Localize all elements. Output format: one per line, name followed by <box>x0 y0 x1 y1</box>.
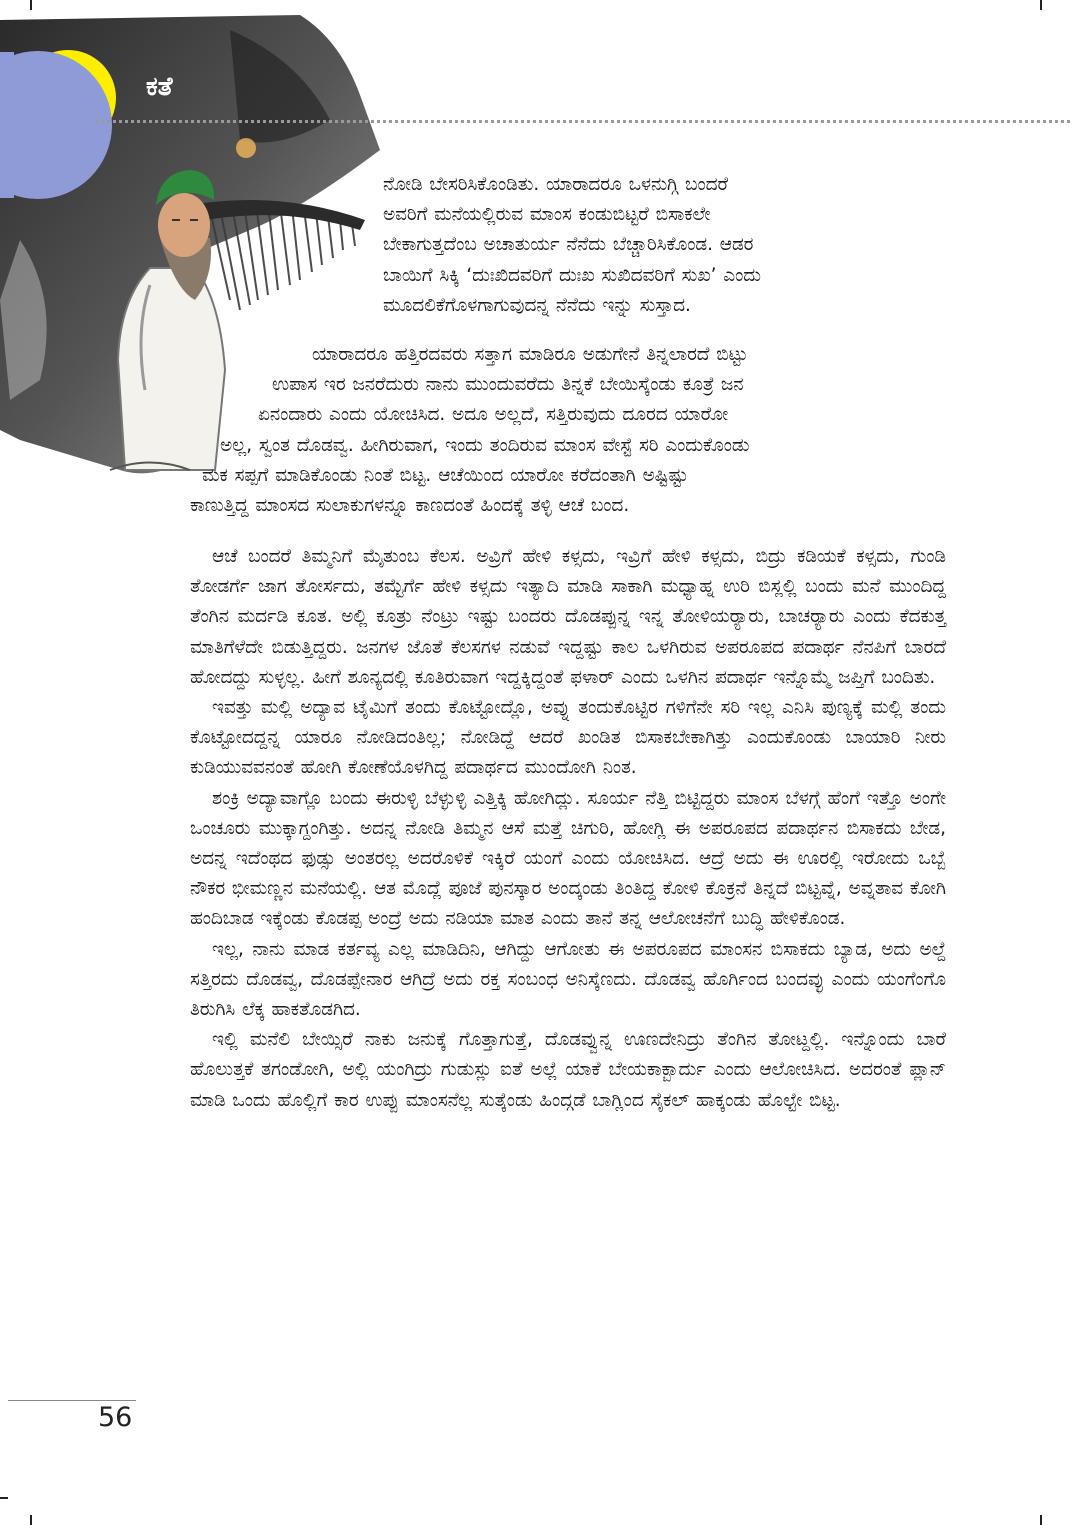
intro-line: ಅವರಿಗೆ ಮನೆಯಲ್ಲಿರುವ ಮಾಂಸ ಕಂಡುಬಿಟ್ಟರೆ ಬಿಸಾಕಲೇ <box>383 204 711 226</box>
intro-line: ಬಾಯಿಗೆ ಸಿಕ್ಕಿ ‘ದುಃಖಿದವರಿಗೆ ದುಃಖ ಸುಖಿದವರಿಗೆ ಸುಖ’ ಎಂದು <box>383 264 761 286</box>
crop-mark-top-right <box>1040 0 1042 10</box>
page-number: 56 <box>98 1402 133 1433</box>
intro-paragraph <box>383 170 946 321</box>
crop-mark-left-mid <box>0 1497 8 1499</box>
para2-line: ಕಾಣುತ್ತಿದ್ದ ಮಾಂಸದ ಸುಲಾಕುಗಳನ್ನೂ ಕಾಣದಂತೆ ಹಿಂದಕ್ಕೆ ತಳ್ಳಿ ಆಚೆ ಬಂದ. <box>190 495 630 517</box>
moon-icon <box>236 138 256 158</box>
para2-line: ಯಾರಾದರೂ ಹತ್ತಿರದವರು ಸತ್ತಾಗ ಮಾಡಿರೂ ಅಡುಗೇನೆ ತಿನ್ನಲಾರದೆ ಬಿಟ್ಟು <box>312 344 748 365</box>
para2-line: ಮಕ ಸಪ್ಪಗೆ ಮಾಡಿಕೊಂಡು ನಿಂತೆ ಬಿಟ್ಟ. ಆಚೆಯಿಂದ ಯಾರೋ ಕರೆದಂತಾಗಿ ಅಷ್ಟಿಷ್ಟು <box>202 464 689 486</box>
crop-mark-bottom-left <box>30 1515 32 1525</box>
dotted-divider <box>95 120 1070 123</box>
page-number-rule <box>8 1400 136 1401</box>
body-paragraph: ಇಲ್ಲ, ನಾನು ಮಾಡ ಕರ್ತವ್ಯ ಎಲ್ಲ ಮಾಡಿದಿನಿ, ಆಗಿದ್ದು ಆಗೋತು ಈ ಅಪರೂಪದ ಮಾಂಸನ ಬಿಸಾಕದು ಬ್ಯಾಡ, ಅದು ಅಲ್ದೆ ಸತ್ತಿರದು ದೊಡವ್ವ, ದೊಡಪ್ಪೇನಾರ ಆಗಿದ್ರೆ ಅದು ರಕ್ತ ಸಂಬಂಧ ಅನಿಸ್ಕೆಣದು. ದೊಡವ್ವ ಹೊರ್ಗಿಂದ ಬಂದವ್ಳು ಎಂದು ಯಂಗೆಂಗೊ ತಿರುಗಿಸಿ ಲೆಕ್ಕ ಹಾಕತೊಡಗಿದ. <box>190 938 946 1021</box>
body-paragraph: ಶಂಕ್ರಿ ಅದ್ಯಾವಾಗ್ಲೊ ಬಂದು ಈರುಳ್ಳಿ ಬೆಳ್ಳುಳ್ಳಿ ಎತ್ತಿಕ್ಕಿ ಹೋಗಿದ್ಲು. ಸೂರ್ಯ ನೆತ್ತಿ ಬಿಟ್ಟಿದ್ದರು ಮಾಂಸ ಬೆಳಗ್ಗೆ ಹೆಂಗೆ ಇತ್ತೊ ಅಂಗೇ ಒಂಚೂರು ಮುಕ್ಕಾಗ್ದಂಗಿತ್ತು. ಅದನ್ನ ನೋಡಿ ತಿಮ್ಮನ ಆಸೆ ಮತ್ತೆ ಚಿಗುರಿ, ಹೋಗ್ಲಿ ಈ ಅಪರೂಪದ ಪದಾರ್ಥನ ಬಿಸಾಕದು ಬೇಡ, ಅದನ್ನ ಇದೆಂಥದ ಫುಡ್ಸು ಅಂತರಲ್ಲ ಅದರೊಳಿಕೆ ಇಕ್ಕಿರೆ ಯಂಗೆ ಎಂದು ಯೋಚಿಸಿದ. ಆದ್ರೆ ಅದು ಈ ಊರಲ್ಲಿ ಇರೋದು ಒಬ್ಬೆ ನೌಕರ ಭೀಮಣ್ಣನ ಮನೆಯಲ್ಲಿ. ಆತ ಮೊದ್ಲೆ ಪೂಜೆ ಪುನಸ್ಕಾರ ಅಂದ್ಕಂಡು ತಿಂತಿದ್ದ ಕೋಳಿ ಕೊಕ್ರನೆ ತಿನ್ನದೆ ಬಿಟ್ಟವ್ನೆ, ಅವ್ನತಾವ ಕೋಗಿ ಹಂದಿಬಾಡ ಇಕ್ಕೆಂಡು ಕೊಡಪ್ಪ ಅಂದ್ರೆ ಅದು ನಡಿಯಾ ಮಾತ ಎಂದು ತಾನೆ ತನ್ನ ಆಲೋಚನೆಗೆ ಬುದ್ಧಿ ಹೇಳಿಕೊಂಡ. <box>190 787 946 930</box>
second-paragraph <box>190 340 946 521</box>
body-paragraph: ಇವತ್ತು ಮಲ್ಲಿ ಅದ್ಯಾವ ಟೈಮಿಗೆ ತಂದು ಕೊಟ್ಟೋದ್ಲೊ, ಅವ್ನು ತಂದುಕೊಟ್ಟಿರ ಗಳಿಗೆನೇ ಸರಿ ಇಲ್ಲ ಎನಿಸಿ ಪುಣ್ಯಕ್ಕೆ ಮಲ್ಲಿ ತಂದು ಕೊಟ್ಟೋದದ್ದನ್ನ ಯಾರೂ ನೋಡಿದಂತಿಲ್ಲ; ನೋಡಿದ್ದೆ ಆದರೆ ಖಂಡಿತ ಬಿಸಾಕಬೇಕಾಗಿತ್ತು ಎಂದುಕೊಂಡು ಬಾಯಾರಿ ನೀರು ಕುಡಿಯುವವನಂತೆ ಹೋಗಿ ಕೋಣೆಯೊಳಗಿದ್ದ ಪದಾರ್ಥದ ಮುಂದೋಗಿ ನಿಂತ. <box>190 697 946 779</box>
intro-line: ಬೇಕಾಗುತ್ತದೆಂಬ ಅಚಾತುರ್ಯ ನೆನೆದು ಬೆಚ್ಚಾರಿಸಿಕೊಂಡ. ಆಡರ <box>383 234 754 256</box>
para2-line: ಏನಂದಾರು ಎಂದು ಯೋಚಿಸಿದ. ಅದೂ ಅಲ್ಲದೆ, ಸತ್ತಿರುವುದು ದೂರದ ಯಾರೋ <box>258 404 729 426</box>
man-face <box>158 193 210 257</box>
intro-line: ನೋಡಿ ಬೇಸರಿಸಿಕೊಂಡಿತು. ಯಾರಾದರೂ ಒಳನುಗ್ಗಿ ಬಂದರೆ <box>383 174 728 195</box>
crop-mark-bottom-right <box>1040 1515 1042 1525</box>
body-paragraph: ಆಚೆ ಬಂದರೆ ತಿಮ್ಮನಿಗೆ ಮೈತುಂಬ ಕೆಲಸ. ಅವ್ರಿಗೆ ಹೇಳಿ ಕಳ್ಸದು, ಇವ್ರಿಗೆ ಹೇಳಿ ಕಳ್ಸದು, ಬಿದ್ರು ಕಡಿಯಕೆ ಕಳ್ಸದು, ಗುಂಡಿ ತೋಡರ್ಗೆ ಜಾಗ ತೋರ್ಸದು, ತಮ್ಟೆರ್ಗೆ ಹೇಳಿ ಕಳ್ಸದು ಇತ್ಯಾದಿ ಮಾಡಿ ಸಾಕಾಗಿ ಮಧ್ಯಾಹ್ನ ಉರಿ ಬಿಸ್ಲಲ್ಲಿ ಬಂದು ಮನೆ ಮುಂದಿದ್ದ ತೆಂಗಿನ ಮರ್ದಡಿ ಕೂತ. ಅಲ್ಲಿ ಕೂತ್ರು ನೆಂಟ್ರು ಇಷ್ಟು ಬಂದರು ದೊಡಪ್ಪುನ್ನ ಇನ್ನ ತೋಳಿಯರ್‍ಯಾರು, ಬಾಚರ್‍ಯಾರು ಎಂದು ಕೆದಕುತ್ತ ಮಾತಿಗೆಳೆದೇ ಬಿಡುತ್ತಿದ್ದರು. ಜನಗಳ ಜೊತೆ ಕೆಲಸಗಳ ನಡುವೆ ಇದ್ದಷ್ಟು ಕಾಲ ಒಳಗಿರುವ ಅಪರೂಪದ ಪದಾರ್ಥ ನೆನಪಿಗೆ ಬಾರದೆ ಹೋದದ್ದು ಸುಳ್ಳಲ್ಲ. ಹೀಗೆ ಶೂನ್ಯದಲ್ಲಿ ಕೂತಿರುವಾಗ ಇದ್ದಕ್ಕಿದ್ದಂತೆ ಫಳಾರ್ ಎಂದು ಒಳಗಿನ ಪದಾರ್ಥ ಇನ್ನೊಮ್ಮೆ ಜಪ್ತಿಗೆ ಬಂದಿತು. <box>190 546 946 688</box>
para2-line: ಉಪಾಸ ಇರ ಜನರೆದುರು ನಾನು ಮುಂದುವರೆದು ತಿನ್ನಕೆ ಬೇಯಿಸ್ಕೆಂಡು ಕೂತ್ರೆ ಜನ <box>272 374 744 396</box>
story-body <box>190 542 946 1116</box>
body-paragraph: ಇಲ್ಲಿ ಮನೆಲಿ ಬೇಯ್ಸಿರೆ ನಾಕು ಜನುಕ್ಕೆ ಗೊತ್ತಾಗುತ್ತೆ, ದೊಡವ್ವುನ್ನ ಊಣದೇನಿದ್ರು ತೆಂಗಿನ ತೋಟ್ದಲ್ಲಿ. ಇನ್ನೊಂದು ಬಾರೆ ಹೊಲುತ್ತಕೆ ತಗಂಡೋಗಿ, ಅಲ್ಲಿ ಯಂಗಿದ್ರು ಗುಡುಸ್ಲು ಐತೆ ಅಲ್ಲೆ ಯಾಕೆ ಬೇಯಕಾಕ್ಬಾರ್ದು ಎಂದು ಆಲೋಚಿಸಿದ. ಅದರಂತೆ ಪ್ಲಾನ್ ಮಾಡಿ ಒಂದು ಹೊಲ್ಲಿಗೆ ಕಾರ ಉಪ್ಪು ಮಾಂಸನೆಲ್ಲ ಸುತ್ಕೆಂಡು ಹಿಂದ್ಗಡೆ ಬಾಗ್ಲಿಂದ ಸೈಕಲ್ ಹಾಕ್ಕಂಡು ಹೊಲ್ಟೇ ಬಿಟ್ಟ. <box>190 1029 946 1111</box>
intro-line: ಮೂದಲಿಕೆಗೊಳಗಾಗುವುದನ್ನ ನೆನೆದು ಇನ್ನು ಸುಸ್ತಾದ. <box>383 294 691 316</box>
para2-line: ಅಲ್ಲ, ಸ್ವಂತ ದೊಡವ್ವ. ಹೀಗಿರುವಾಗ, ಇಂದು ತಂದಿರುವ ಮಾಂಸ ವೇಸ್ಟೆ ಸರಿ ಎಂದುಕೊಂಡು <box>220 434 750 456</box>
section-label: ಕತೆ <box>146 72 173 102</box>
